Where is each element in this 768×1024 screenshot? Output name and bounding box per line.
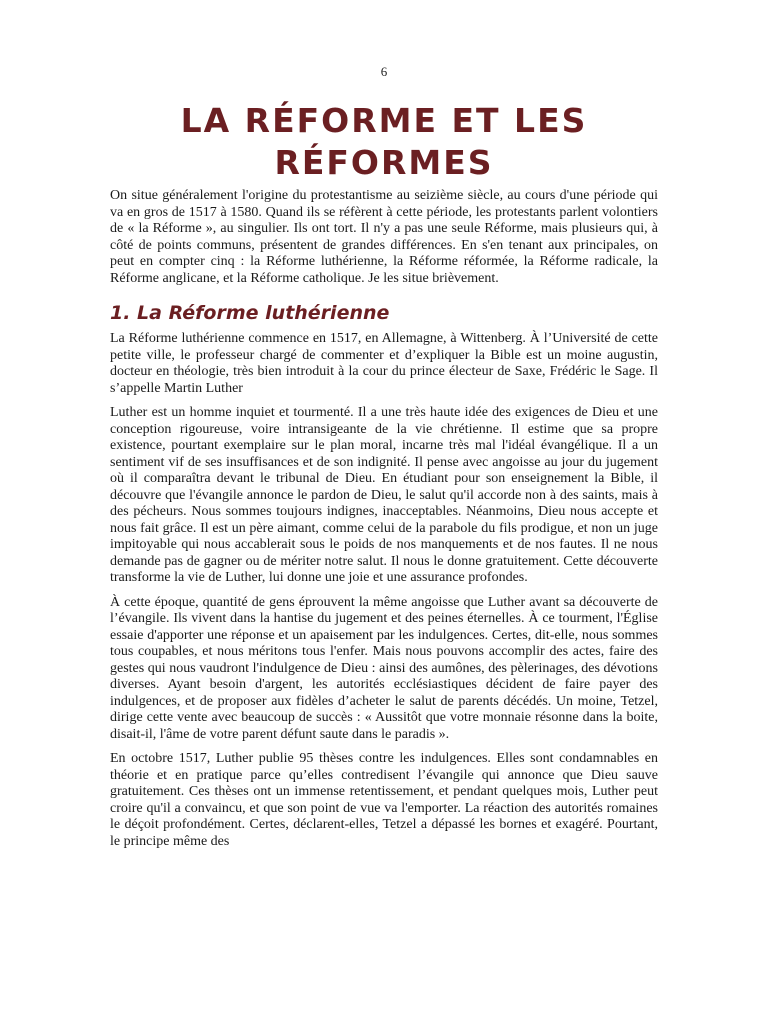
body-paragraph: En octobre 1517, Luther publie 95 thèses contre les indulgences. Elles sont condamnables en théorie et en pratique parce qu’elles contredisent l’évangile qui annonce que Dieu sauve gratuitement. Ces thèses ont un immense retentissement, et pendant quelques mois, Luther peut croire qu'il a convaincu, et que son point de vue va l'emporter. La réaction des autorités romaines le déçoit profondément. Certes, déclarent-elles, Tetzel a dépassé les bornes et exagéré. Pourtant, le principe même des <box>110 751 658 849</box>
body-paragraph: La Réforme luthérienne commence en 1517, en Allemagne, à Wittenberg. À l’Université de cette petite ville, le professeur chargé de commenter et d’expliquer la Bible est un moine augustin, docteur en théologie, très bien introduit à la cour du prince électeur de Saxe, Frédéric le Sage. Il s’appelle Martin Luther <box>110 331 658 396</box>
page-number: 6 <box>380 64 388 79</box>
chapter-title: LA RÉFORME ET LES RÉFORMES <box>180 101 588 182</box>
body-paragraph: Luther est un homme inquiet et tourmenté. Il a une très haute idée des exigences de Dieu et une conception rigoureuse, voire intransigeante de la vie chrétienne. Il estime que sa propre existence, pourtant exemplaire sur le plan moral, incarne très mal l'idéal évangélique. Il a un sentiment vif de ses insuffisances et de son indignité. Il pense avec angoisse au jour du jugement où il comparaîtra devant le tribunal de Dieu. En étudiant pour son enseignement la Bible, il découvre que l'évangile annonce le pardon de Dieu, le salut qu'il accorde non à des saints, mais à des pécheurs. Nous sommes toujours indignes, inacceptables. Néanmoins, Dieu nous accepte et nous fait grâce. Il est un père aimant, comme celui de la parabole du fils prodigue, et non un juge impitoyable qui nous accablerait sous le poids de nos manquements et de nos fautes. Il ne nous demande pas de gagner ou de mériter notre salut. Il nous le donne gratuitement. Cette découverte transforme la vie de Luther, lui donne une joie et une assurance profondes. <box>110 405 658 585</box>
body-paragraph: À cette époque, quantité de gens éprouvent la même angoisse que Luther avant sa découverte de l’évangile. Ils vivent dans la hantise du jugement et des peines éternelles. À ce tourment, l'Église essaie d'apporter une réponse et un apaisement par les indulgences. Certes, dit-elle, nous sommes tous coupables, et nous méritons tous l'enfer. Mais nous pouvons accomplir des actes, faire des gestes qui nous vaudront l'indulgence de Dieu : ainsi des aumônes, des pèlerinages, des dévotions diverses. Ayant besoin d'argent, les autorités ecclésiastiques décident de faire payer des indulgences, et de proposer aux fidèles d’acheter le salut de parents décédés. Un moine, Tetzel, dirige cette vente avec beaucoup de succès : « Aussitôt que votre monnaie résonne dans la boite, disait-il, l'âme de votre parent défunt saute dans le paradis ». <box>110 594 658 742</box>
chapter-body <box>110 188 658 858</box>
section-heading: 1. La Réforme luthérienne <box>110 302 390 324</box>
intro-paragraph: On situe généralement l'origine du protestantisme au seizième siècle, au cours d'une période qui va en gros de 1517 à 1580. Quand ils se réfèrent à cette période, les protestants parlent volontiers de « la Réforme », au singulier. Ils ont tort. Il n'y a pas une seule Réforme, mais plusieurs qui, à côté de points communs, présentent de grandes différences. En s'en tenant aux principales, on peut en compter cinq : la Réforme luthérienne, la Réforme réformée, la Réforme radicale, la Réforme anglicane, et la Réforme catholique. Je les situe brièvement. <box>110 188 658 286</box>
